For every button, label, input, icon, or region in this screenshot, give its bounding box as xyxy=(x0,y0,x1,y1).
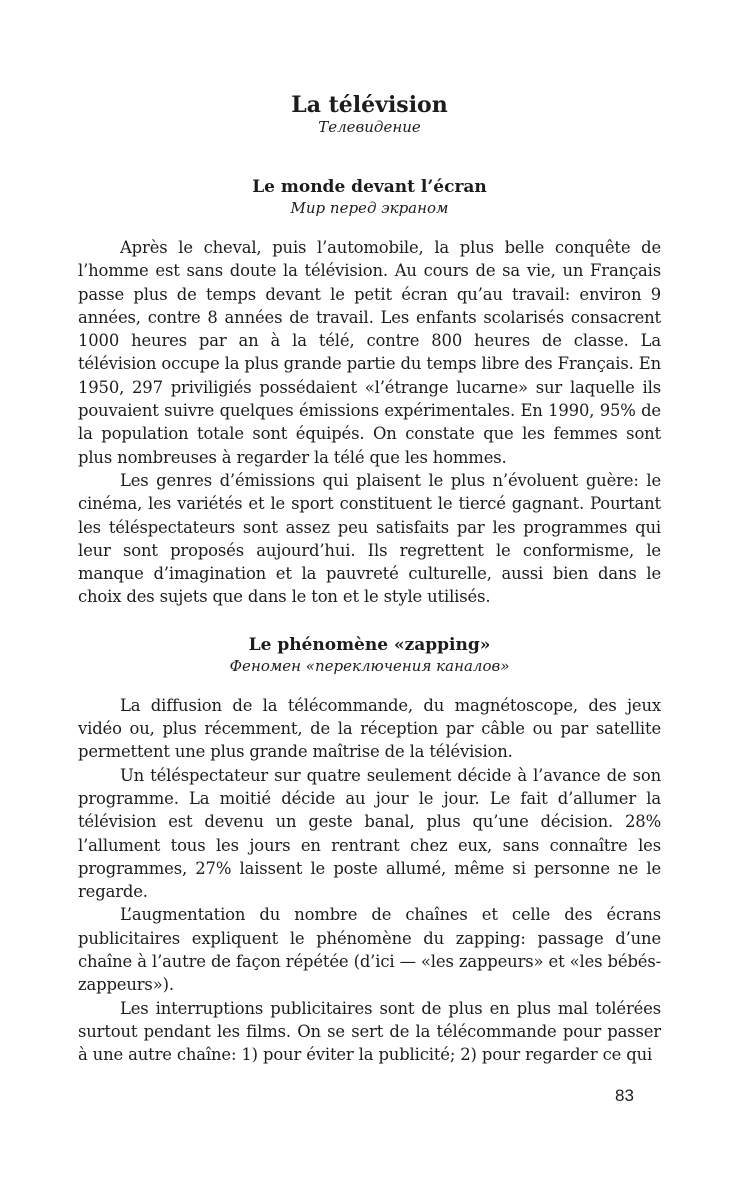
paragraph: Un téléspectateur sur quatre seulement décide à l’avance de son programme. La moitié décide au jour le jour. Le fait d’allumer la télévision est devenu un geste banal, plus qu’une décision. 28% l’allument tous les jours en rentrant chez eux, sans connaître les programmes, 27% laissent le poste allumé, même si personne ne le regarde. xyxy=(78,765,661,902)
page-content xyxy=(78,92,661,1067)
section-subtitle-1: Мир перед экраном xyxy=(290,199,449,217)
paragraph: Les genres d’émissions qui plaisent le plus n’évoluent guère: le cinéma, les variétés et le sport constituent le tiercé gagnant. Pourtant les téléspectateurs sont assez peu satisfaits par les programmes qui leur sont proposés aujourd’hui. Ils regrettent le conformisme, le manque d’imagination et la pauvreté culturelle, aussi bien dans le choix des sujets que dans le ton et le style utilisés. xyxy=(78,470,661,607)
section-title-1: Le monde devant l’écran xyxy=(252,177,487,197)
paragraph: Les interruptions publicitaires sont de plus en plus mal tolérées surtout pendant les films. On se sert de la télécommande pour passer à une autre chaîne: 1) pour éviter la publicité; 2) pour regarder ce qui xyxy=(78,998,661,1065)
section-subtitle-2: Феномен «переключения каналов» xyxy=(229,656,510,675)
page-number: 83 xyxy=(615,1086,634,1105)
page-title: La télévision xyxy=(291,92,448,118)
page-title-translation: Телевидение xyxy=(318,118,421,136)
paragraph: La diffusion de la télécommande, du magnétoscope, des jeux vidéo ou, plus récemment, de la réception par câble ou par satellite permettent une plus grande maîtrise de la télévision. xyxy=(78,695,661,762)
paragraph: L’augmentation du nombre de chaînes et celle des écrans publicitaires expliquent le phénomène du zapping: passage d’une chaîne à l’autre de façon répétée (d’ici — «les zappeurs» et «les bébés-zappeurs»). xyxy=(78,905,661,995)
section-title-2: Le phénomène «zapping» xyxy=(248,634,491,655)
paragraph: Après le cheval, puis l’automobile, la plus belle conquête de l’homme est sans doute la télévision. Au cours de sa vie, un Français passe plus de temps devant le petit écran qu’au travail: environ 9 années, contre 8 années de travail. Les enfants scolarisés consacrent 1000 heures par an à la télé, contre 800 heures de classe. La télévision occupe la plus grande partie du temps libre des Français. En 1950, 297 priviligiés possédaient «l’étrange lucarne» sur laquelle ils pouvaient suivre quelques émissions expérimentales. En 1990, 95% de la population totale sont équipés. On constate que les femmes sont plus nombreuses à regarder la télé que les hommes. xyxy=(78,238,661,467)
